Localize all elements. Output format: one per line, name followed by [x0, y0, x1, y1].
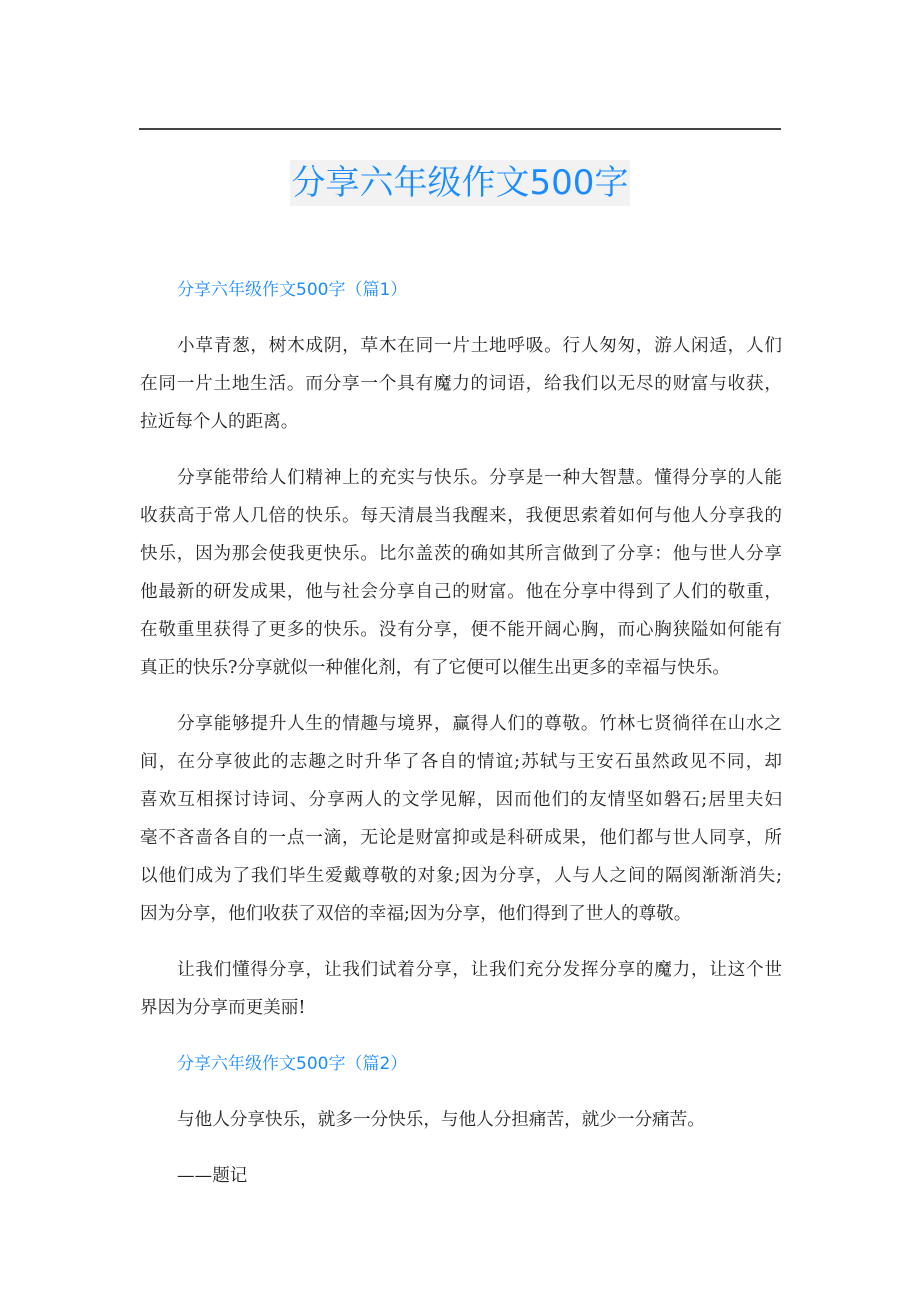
text-line: 在敬重里获得了更多的快乐。没有分享，便不能开阔心胸，而心胸狭隘如何能有	[140, 620, 782, 640]
paragraph	[140, 951, 782, 1027]
text-line: 小草青葱，树木成阴，草木在同一片土地呼吸。行人匆匆，游人闲适，人们	[177, 336, 782, 356]
text-line: 毫不吝啬各自的一点一滴，无论是财富抑或是科研成果，他们都与世人同享，所	[140, 828, 782, 848]
text-line: 分享能够提升人生的情趣与境界，赢得人们的尊敬。竹林七贤徜徉在山水之	[177, 714, 782, 734]
text-line: 拉近每个人的距离。	[140, 412, 299, 432]
text-line: 以他们成为了我们毕生爱戴尊敬的对象;因为分享，人与人之间的隔阂渐渐消失;	[140, 866, 782, 886]
header-rule	[139, 128, 781, 130]
text-line: 真正的快乐?分享就似一种催化剂，有了它便可以催生出更多的幸福与快乐。	[140, 658, 731, 678]
text-line: 他最新的研发成果，他与社会分享自己的财富。他在分享中得到了人们的敬重，	[140, 582, 782, 602]
text-line: 在同一片土地生活。而分享一个具有魔力的词语，给我们以无尽的财富与收获，	[140, 374, 782, 394]
text-line: 喜欢互相探讨诗词、分享两人的文学见解，因而他们的友情坚如磐石;居里夫妇	[140, 790, 782, 810]
section-heading: 分享六年级作文500字（篇1）	[177, 280, 408, 300]
paragraph	[140, 459, 782, 687]
text-line: 间，在分享彼此的志趣之时升华了各自的情谊;苏轼与王安石虽然政见不同，却	[140, 752, 782, 772]
text-line: 让我们懂得分享，让我们试着分享，让我们充分发挥分享的魔力，让这个世	[177, 960, 782, 980]
text-line: 收获高于常人几倍的快乐。每天清晨当我醒来，我便思索着如何与他人分享我的	[140, 506, 782, 526]
text-line: 界因为分享而更美丽!	[140, 998, 306, 1018]
paragraph	[140, 1101, 782, 1139]
text-line: 与他人分享快乐，就多一分快乐，与他人分担痛苦，就少一分痛苦。	[177, 1110, 705, 1130]
text-line: ——题记	[177, 1166, 248, 1186]
paragraph	[140, 705, 782, 933]
text-line: 快乐，因为那会使我更快乐。比尔盖茨的确如其所言做到了分享：他与世人分享	[140, 544, 782, 564]
document-title: 分享六年级作文500字	[290, 160, 631, 206]
paragraph	[140, 327, 782, 441]
section-heading: 分享六年级作文500字（篇2）	[177, 1054, 408, 1074]
document-body	[140, 271, 782, 1213]
paragraph	[140, 1157, 782, 1195]
text-line: 分享能带给人们精神上的充实与快乐。分享是一种大智慧。懂得分享的人能	[177, 468, 782, 488]
text-line: 因为分享，他们收获了双倍的幸福;因为分享，他们得到了世人的尊敬。	[140, 904, 692, 924]
